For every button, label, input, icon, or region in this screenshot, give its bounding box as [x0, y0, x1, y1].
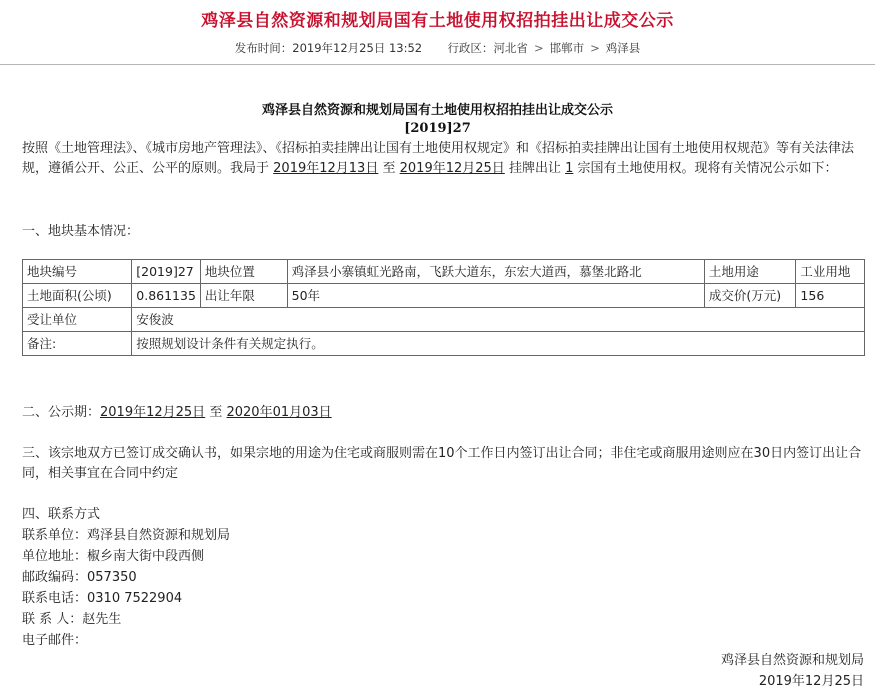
table-label: 地块编号	[23, 260, 132, 284]
land-info-table	[22, 259, 865, 356]
table-cell: 安俊波	[132, 308, 865, 332]
breadcrumb-separator: >	[533, 41, 544, 55]
table-row	[23, 260, 865, 284]
table-cell: 50年	[287, 284, 704, 308]
intro-paragraph	[22, 139, 864, 179]
header-divider	[0, 64, 875, 65]
listing-start-date: 2019年12月13日	[273, 161, 379, 176]
table-cell: [2019]27	[132, 260, 201, 284]
contact-email: 电子邮件：	[22, 633, 88, 648]
table-cell: 工业用地	[796, 260, 865, 284]
table-cell: 156	[796, 284, 865, 308]
table-label: 土地面积(公顷)	[23, 284, 132, 308]
table-cell: 按照规划设计条件有关规定执行。	[132, 332, 865, 356]
to-text: 至	[382, 161, 396, 176]
footer-date: 2019年12月25日	[758, 674, 864, 689]
intro-text: 宗国有土地使用权。现将有关情况公示如下：	[577, 161, 838, 176]
table-row	[23, 308, 865, 332]
section-2-label: 二、公示期：	[22, 405, 101, 420]
to-text: 至	[209, 405, 223, 420]
region-label: 行政区：	[447, 41, 494, 55]
table-label: 土地用途	[704, 260, 796, 284]
breadcrumb-province-link[interactable]: 河北省	[493, 41, 528, 55]
table-label: 受让单位	[23, 308, 132, 332]
breadcrumb-separator: >	[590, 41, 600, 55]
contact-address: 单位地址：椒乡南大街中段西侧	[22, 549, 205, 564]
table-cell: 鸡泽县小寨镇虹光路南，飞跃大道东，东宏大道西，慕堡北路北	[287, 260, 704, 284]
page-title: 鸡泽县自然资源和规划局国有土地使用权招拍挂出让成交公示	[201, 11, 674, 31]
table-label: 备注:	[23, 332, 132, 356]
section-2-publicity-period	[22, 403, 332, 423]
table-cell: 0.861135	[132, 284, 201, 308]
table-label: 出让年限	[200, 284, 287, 308]
publicity-end-date: 2020年01月03日	[226, 405, 332, 420]
contact-unit: 联系单位：鸡泽县自然资源和规划局	[22, 528, 231, 543]
intro-text: 挂牌出让	[508, 161, 561, 176]
table-label: 成交价(万元)	[704, 284, 796, 308]
document-title: 鸡泽县自然资源和规划局国有土地使用权招拍挂出让成交公示	[261, 103, 613, 118]
contact-phone: 联系电话：0310 7522904	[22, 591, 183, 606]
intro-text: 按照《土地管理法》、《城市房地产管理法》、《招标拍卖挂牌出让国有土地使用权规定》和《招标拍卖挂牌出让国有土地使用权规范》等有关法律法规，遵循公开、公正、公平的原则。我局于	[22, 141, 855, 176]
section-3-paragraph: 三、该宗地双方已签订成交确认书，如果宗地的用途为住宅或商服则需在10个工作日内签订出让合同；非住宅或商服用途则应在30日内签订出让合同，相关事宜在合同中约定	[22, 446, 862, 481]
publicity-start-date: 2019年12月25日	[100, 405, 206, 420]
section-4-heading: 四、联系方式	[22, 507, 101, 522]
table-label: 地块位置	[200, 260, 287, 284]
breadcrumb-county-link[interactable]: 鸡泽县	[605, 41, 641, 55]
contact-postcode: 邮政编码：057350	[22, 570, 137, 585]
parcel-count: 1	[565, 161, 574, 176]
contact-person: 联 系 人：赵先生	[22, 612, 122, 627]
document-number: [2019]27	[404, 121, 471, 136]
publish-meta	[0, 40, 875, 56]
table-row	[23, 332, 865, 356]
breadcrumb-city-link[interactable]: 邯郸市	[549, 41, 585, 55]
table-row	[23, 284, 865, 308]
publish-time: 2019年12月25日 13:52	[292, 41, 423, 55]
listing-end-date: 2019年12月25日	[399, 161, 505, 176]
section-1-heading: 一、地块基本情况：	[22, 224, 140, 239]
footer-organization: 鸡泽县自然资源和规划局	[720, 653, 864, 668]
publish-label: 发布时间：	[234, 41, 293, 55]
